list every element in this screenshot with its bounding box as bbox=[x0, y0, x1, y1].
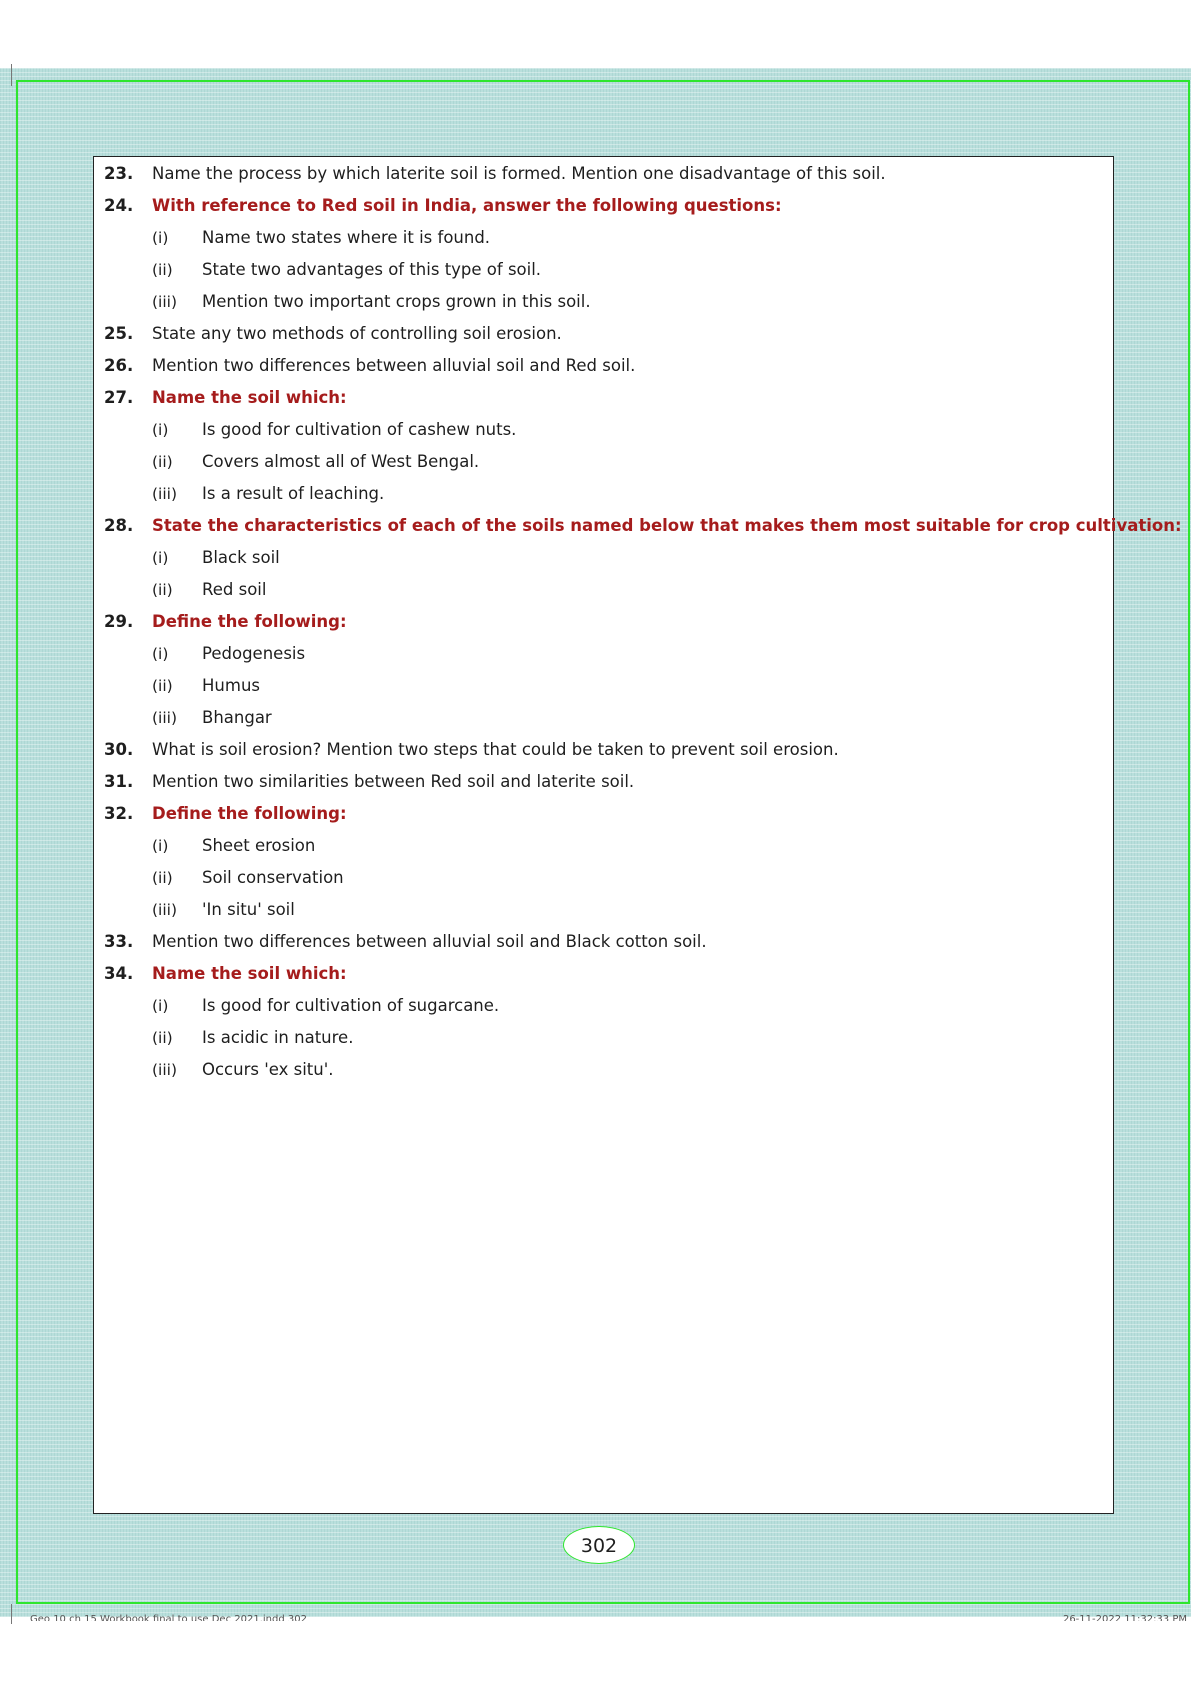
sub-question-number: (iii) bbox=[152, 485, 178, 503]
question-item bbox=[94, 927, 1094, 957]
sub-question-text: Pedogenesis bbox=[202, 644, 306, 663]
question-number: 32. bbox=[104, 804, 134, 823]
crop-mark bbox=[11, 64, 12, 86]
sub-question-number: (i) bbox=[152, 997, 169, 1015]
sub-question-text: Humus bbox=[202, 676, 260, 695]
question-heading: Define the following: bbox=[152, 612, 347, 631]
question-item bbox=[94, 511, 1182, 541]
sub-question-item bbox=[94, 703, 1094, 733]
sub-question-text: Covers almost all of West Bengal. bbox=[202, 452, 480, 471]
sub-question-text: Occurs 'ex situ'. bbox=[202, 1060, 334, 1079]
sub-question-item bbox=[94, 543, 1094, 573]
sub-question-item bbox=[94, 671, 1094, 701]
question-number: 30. bbox=[104, 740, 134, 759]
question-item bbox=[94, 319, 1094, 349]
footer-timestamp: 26-11-2022 11:32:33 PM bbox=[1062, 1614, 1187, 1621]
sub-question-text: Is a result of leaching. bbox=[202, 484, 385, 503]
question-number: 27. bbox=[104, 388, 134, 407]
sub-question-number: (iii) bbox=[152, 1061, 178, 1079]
sub-question-number: (iii) bbox=[152, 709, 178, 727]
question-number: 26. bbox=[104, 356, 134, 375]
sub-question-item bbox=[94, 831, 1094, 861]
question-number: 34. bbox=[104, 964, 134, 983]
sub-question-text: Sheet erosion bbox=[202, 836, 316, 855]
sub-question-item bbox=[94, 479, 1094, 509]
footer-filename: Geo 10 ch 15 Workbook final to use Dec 2021.indd 302 bbox=[30, 1614, 307, 1621]
sub-question-item bbox=[94, 991, 1094, 1021]
question-heading: Define the following: bbox=[152, 804, 347, 823]
question-text: Mention two differences between alluvial soil and Red soil. bbox=[152, 356, 636, 375]
sub-question-item bbox=[94, 863, 1094, 893]
question-panel bbox=[93, 156, 1182, 1514]
sub-question-text: Soil conservation bbox=[202, 868, 344, 887]
question-item bbox=[94, 607, 1094, 637]
question-text: What is soil erosion? Mention two steps that could be taken to prevent soil erosion. bbox=[152, 740, 839, 759]
sub-question-number: (ii) bbox=[152, 453, 173, 471]
question-number: 24. bbox=[104, 196, 134, 215]
question-number: 29. bbox=[104, 612, 134, 631]
sub-question-text: Name two states where it is found. bbox=[202, 228, 491, 247]
question-item bbox=[94, 799, 1094, 829]
question-number: 28. bbox=[104, 516, 134, 535]
sub-question-item bbox=[94, 1023, 1094, 1053]
sub-question-item bbox=[94, 575, 1094, 605]
question-item bbox=[94, 959, 1094, 989]
page-number: 302 bbox=[563, 1526, 635, 1564]
sub-question-item bbox=[94, 1055, 1094, 1085]
question-item bbox=[94, 191, 1094, 221]
question-item bbox=[94, 383, 1094, 413]
sub-question-text: Is good for cultivation of cashew nuts. bbox=[202, 420, 517, 439]
question-text: Mention two differences between alluvial soil and Black cotton soil. bbox=[152, 932, 707, 951]
question-text: Name the process by which laterite soil is formed. Mention one disadvantage of this soil. bbox=[152, 164, 886, 183]
sub-question-number: (i) bbox=[152, 421, 169, 439]
sub-question-text: Is acidic in nature. bbox=[202, 1028, 354, 1047]
sub-question-number: (i) bbox=[152, 645, 169, 663]
sub-question-number: (i) bbox=[152, 549, 169, 567]
crop-mark bbox=[11, 1604, 12, 1624]
sub-question-item bbox=[94, 895, 1094, 925]
sub-question-text: Black soil bbox=[202, 548, 280, 567]
sub-question-number: (ii) bbox=[152, 581, 173, 599]
sub-question-number: (ii) bbox=[152, 677, 173, 695]
question-heading: State the characteristics of each of the soils named below that makes them most suitable for crop cultivation: bbox=[152, 516, 1182, 535]
sub-question-item bbox=[94, 255, 1094, 285]
question-item bbox=[94, 767, 1094, 797]
question-heading: Name the soil which: bbox=[152, 964, 347, 983]
sub-question-item bbox=[94, 287, 1094, 317]
sub-question-text: Bhangar bbox=[202, 708, 272, 727]
sub-question-number: (ii) bbox=[152, 261, 173, 279]
sub-question-number: (i) bbox=[152, 837, 169, 855]
sub-question-text: Mention two important crops grown in this soil. bbox=[202, 292, 591, 311]
question-number: 33. bbox=[104, 932, 134, 951]
sub-question-item bbox=[94, 447, 1094, 477]
sub-question-item bbox=[94, 223, 1094, 253]
sub-question-item bbox=[94, 639, 1094, 669]
sub-question-number: (iii) bbox=[152, 901, 178, 919]
question-item bbox=[94, 735, 1094, 765]
sub-question-number: (ii) bbox=[152, 1029, 173, 1047]
sub-question-text: 'In situ' soil bbox=[202, 900, 295, 919]
question-heading: With reference to Red soil in India, answer the following questions: bbox=[152, 196, 782, 215]
sub-question-text: Is good for cultivation of sugarcane. bbox=[202, 996, 500, 1015]
question-item bbox=[94, 159, 1094, 189]
sub-question-text: Red soil bbox=[202, 580, 267, 599]
sub-question-number: (iii) bbox=[152, 293, 178, 311]
question-number: 23. bbox=[104, 164, 134, 183]
sub-question-number: (ii) bbox=[152, 869, 173, 887]
sub-question-number: (i) bbox=[152, 229, 169, 247]
sub-question-text: State two advantages of this type of soil. bbox=[202, 260, 542, 279]
question-number: 31. bbox=[104, 772, 134, 791]
question-item bbox=[94, 351, 1094, 381]
question-number: 25. bbox=[104, 324, 134, 343]
question-heading: Name the soil which: bbox=[152, 388, 347, 407]
question-text: Mention two similarities between Red soil and laterite soil. bbox=[152, 772, 635, 791]
question-text: State any two methods of controlling soil erosion. bbox=[152, 324, 562, 343]
sub-question-item bbox=[94, 415, 1094, 445]
